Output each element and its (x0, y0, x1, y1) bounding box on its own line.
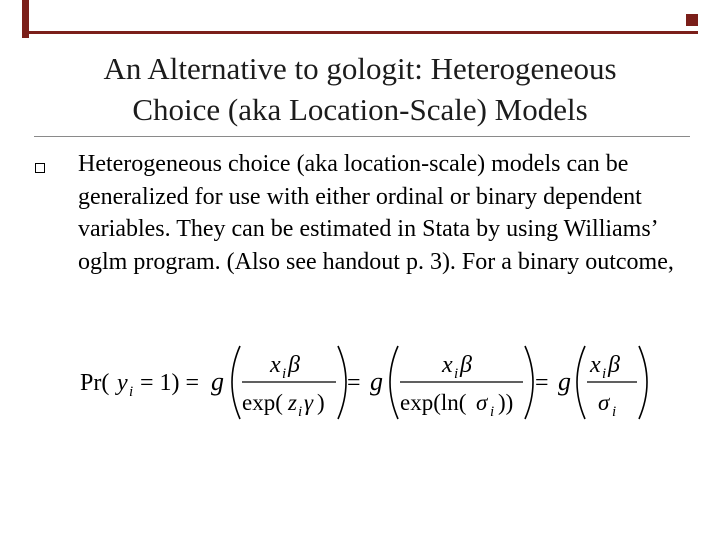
formula-den1-close: ) (317, 390, 325, 415)
decorative-corner-bar (22, 0, 29, 38)
formula-den2-sub-i: i (490, 404, 495, 420)
slide-title-line-1: An Alternative to gologit: Heterogeneous (103, 51, 617, 86)
formula-num1-beta: β (288, 352, 300, 378)
formula-num1-x: x (270, 352, 281, 378)
formula-paren-left-2 (390, 346, 398, 419)
formula-paren-left-3 (577, 346, 585, 419)
formula-den1-z: z (288, 390, 297, 415)
formula (80, 340, 680, 425)
formula-svg (80, 340, 680, 425)
formula-den1-exp: exp( (242, 390, 283, 415)
formula-den3-sigma: σ (598, 390, 610, 415)
formula-g-1: g (211, 367, 224, 396)
formula-num3-beta: β (608, 352, 620, 378)
formula-den2-sigma: σ (476, 390, 488, 415)
hollow-square-bullet-icon (35, 163, 45, 173)
formula-den3-sub-i: i (612, 404, 617, 420)
header-rule (29, 31, 698, 34)
formula-den1-gamma: γ (304, 390, 314, 415)
bullet-text: Heterogeneous choice (aka location-scale) models can be generalized for use with either ordinal or binary dependent variables. They can be estimated in Stata by using Williams’ oglm program. (Also see handout p. 3). For a binary outcome, (78, 151, 674, 275)
formula-num2-x: x (442, 352, 453, 378)
title-divider (34, 136, 690, 137)
formula-eq-1: = (347, 370, 361, 396)
formula-paren-left-1 (232, 346, 240, 419)
formula-num3-x: x (590, 352, 601, 378)
formula-lhs-sub-i: i (129, 384, 134, 400)
formula-paren-right-1 (338, 346, 346, 419)
decorative-corner-square (686, 14, 698, 26)
formula-eq-2: = (535, 370, 549, 396)
formula-lhs-y: y (117, 370, 128, 396)
formula-den1-sub-i: i (298, 404, 303, 420)
formula-lhs-eq: = 1) = (134, 370, 206, 396)
formula-g-2: g (370, 367, 383, 396)
formula-den2-expln: exp(ln( (400, 390, 467, 415)
formula-den2-close: )) (498, 390, 514, 415)
slide-title (30, 48, 690, 130)
formula-lhs-pr: Pr( (80, 370, 110, 396)
formula-num1-sub-i: i (282, 366, 287, 382)
formula-num3-sub-i: i (602, 366, 607, 382)
formula-num2-sub-i: i (454, 366, 459, 382)
formula-paren-right-2 (525, 346, 533, 419)
formula-g-3: g (558, 367, 571, 396)
formula-paren-right-3 (639, 346, 647, 419)
slide-title-line-2: Choice (aka Location-Scale) Models (132, 92, 588, 127)
formula-num2-beta: β (460, 352, 472, 378)
